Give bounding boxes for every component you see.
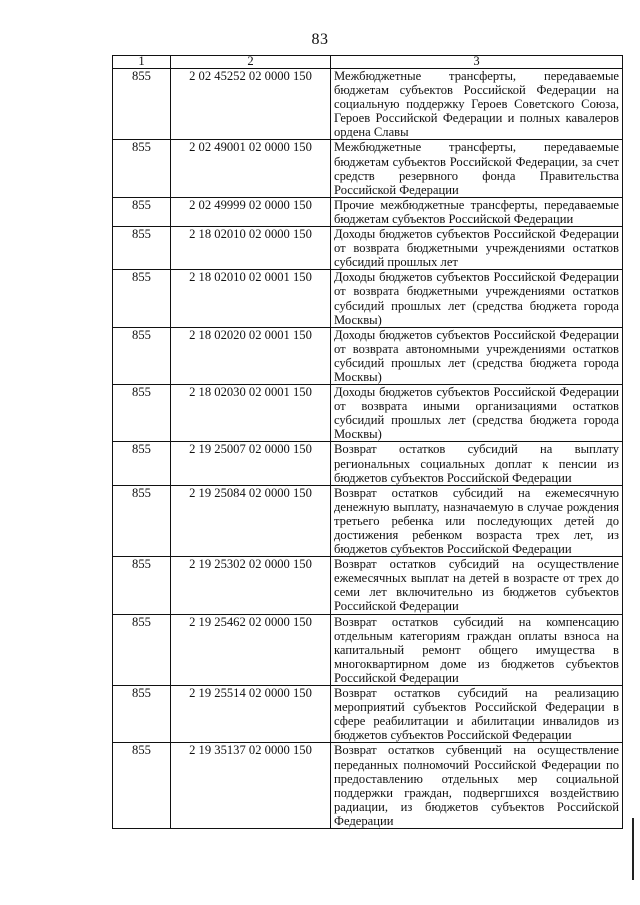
budget-classification-code-cell: 2 02 49001 02 0000 150 — [171, 140, 331, 197]
admin-code-cell: 855 — [113, 485, 171, 556]
revenue-description-cell: Доходы бюджетов субъектов Российской Федерации от возврата иными организациями остатков субсидий прошлых лет (средства бюджета города Москвы) — [331, 385, 623, 442]
budget-classification-code-cell: 2 19 25302 02 0000 150 — [171, 557, 331, 614]
table-row — [113, 227, 623, 270]
table-row — [113, 197, 623, 226]
revenue-description-cell: Доходы бюджетов субъектов Российской Федерации от возврата бюджетными учреждениями остатков субсидий прошлых лет — [331, 227, 623, 270]
budget-classification-code-cell: 2 18 02010 02 0000 150 — [171, 227, 331, 270]
table-header-row — [113, 56, 623, 69]
admin-code-cell: 855 — [113, 69, 171, 140]
table-row — [113, 686, 623, 743]
admin-code-cell: 855 — [113, 686, 171, 743]
budget-classification-code-cell: 2 18 02020 02 0001 150 — [171, 327, 331, 384]
revenue-description-cell: Возврат остатков субсидий на выплату региональных социальных доплат к пенсии из бюджетов субъектов Российской Федерации — [331, 442, 623, 485]
table-row — [113, 442, 623, 485]
table-row — [113, 140, 623, 197]
table-row — [113, 485, 623, 556]
admin-code-cell: 855 — [113, 614, 171, 685]
table-row — [113, 385, 623, 442]
table-row — [113, 270, 623, 327]
table-row — [113, 327, 623, 384]
column-header-2: 2 — [171, 56, 331, 69]
table-row — [113, 69, 623, 140]
budget-revenue-table — [112, 55, 623, 829]
revenue-description-cell: Межбюджетные трансферты, передаваемые бюджетам субъектов Российской Федерации, за счет средств резервного фонда Правительства Российской Федерации — [331, 140, 623, 197]
admin-code-cell: 855 — [113, 385, 171, 442]
revenue-description-cell: Возврат остатков субсидий на компенсацию отдельным категориям граждан оплаты взноса на капитальный ремонт общего имущества в многоквартирном доме из бюджетов субъектов Российской Федерации — [331, 614, 623, 685]
page-number: 83 — [311, 31, 329, 48]
admin-code-cell: 855 — [113, 442, 171, 485]
budget-classification-code-cell: 2 18 02010 02 0001 150 — [171, 270, 331, 327]
budget-classification-code-cell: 2 19 25514 02 0000 150 — [171, 686, 331, 743]
revenue-description-cell: Доходы бюджетов субъектов Российской Федерации от возврата бюджетными учреждениями остатков субсидий прошлых лет (средства бюджета города Москвы) — [331, 270, 623, 327]
admin-code-cell: 855 — [113, 557, 171, 614]
revenue-description-cell: Возврат остатков субсидий на ежемесячную денежную выплату, назначаемую в случае рождения третьего ребенка или последующих детей до достижения ребенком возраста трех лет, из бюджетов субъектов Российской Федерации — [331, 485, 623, 556]
budget-classification-code-cell: 2 02 45252 02 0000 150 — [171, 69, 331, 140]
column-header-3: 3 — [331, 56, 623, 69]
budget-classification-code-cell: 2 19 25007 02 0000 150 — [171, 442, 331, 485]
column-header-1: 1 — [113, 56, 171, 69]
revenue-description-cell: Возврат остатков субсидий на осуществление ежемесячных выплат на детей в возрасте от трех до семи лет включительно из бюджетов субъектов Российской Федерации — [331, 557, 623, 614]
admin-code-cell: 855 — [113, 743, 171, 829]
table-row — [113, 743, 623, 829]
budget-classification-code-cell: 2 18 02030 02 0001 150 — [171, 385, 331, 442]
admin-code-cell: 855 — [113, 197, 171, 226]
admin-code-cell: 855 — [113, 227, 171, 270]
revenue-description-cell: Возврат остатков субвенций на осуществление переданных полномочий Российской Федерации по предоставлению отдельных мер социальной поддержки граждан, подвергшихся воздействию радиации, из бюджетов субъектов Российской Федерации — [331, 743, 623, 829]
revenue-description-cell: Возврат остатков субсидий на реализацию мероприятий субъектов Российской Федерации в сфере реабилитации и абилитации инвалидов из бюджетов субъектов Российской Федерации — [331, 686, 623, 743]
budget-classification-code-cell: 2 19 25462 02 0000 150 — [171, 614, 331, 685]
table-row — [113, 557, 623, 614]
admin-code-cell: 855 — [113, 140, 171, 197]
revenue-description-cell: Прочие межбюджетные трансферты, передаваемые бюджетам субъектов Российской Федерации — [331, 197, 623, 226]
budget-classification-code-cell: 2 19 35137 02 0000 150 — [171, 743, 331, 829]
table-body — [113, 69, 623, 829]
budget-classification-code-cell: 2 02 49999 02 0000 150 — [171, 197, 331, 226]
revenue-description-cell: Доходы бюджетов субъектов Российской Федерации от возврата автономными учреждениями остатков субсидий прошлых лет (средства бюджета города Москвы) — [331, 327, 623, 384]
admin-code-cell: 855 — [113, 270, 171, 327]
margin-scan-mark — [632, 818, 634, 880]
table-row — [113, 614, 623, 685]
revenue-description-cell: Межбюджетные трансферты, передаваемые бюджетам субъектов Российской Федерации на социальную поддержку Героев Советского Союза, Героев Российской Федерации и полных кавалеров ордена Славы — [331, 69, 623, 140]
budget-classification-code-cell: 2 19 25084 02 0000 150 — [171, 485, 331, 556]
admin-code-cell: 855 — [113, 327, 171, 384]
